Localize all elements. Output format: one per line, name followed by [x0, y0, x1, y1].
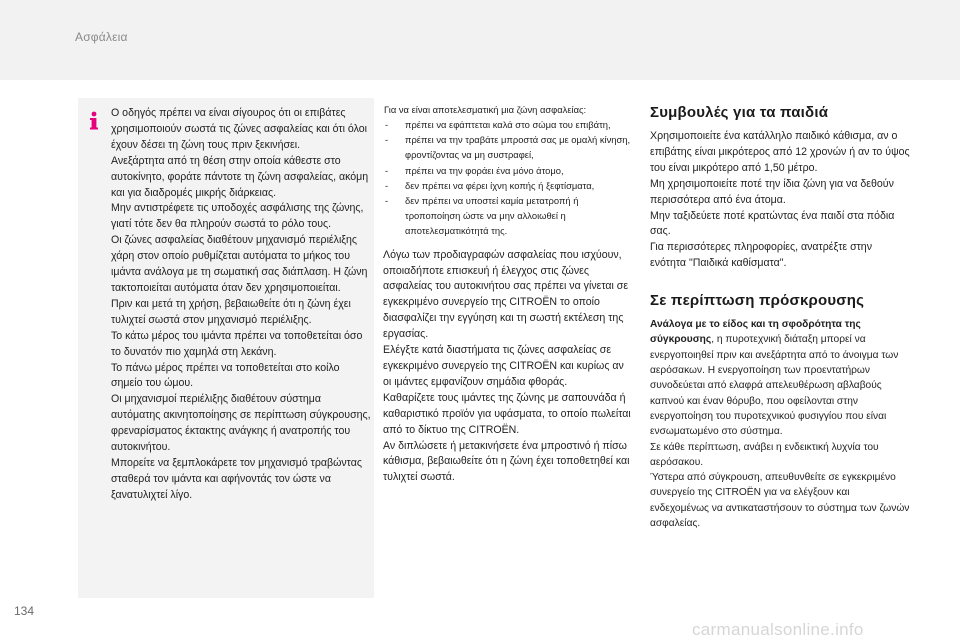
section-title-children: Συμβουλές για τα παιδιά [650, 104, 829, 121]
body-paragraph: Σε κάθε περίπτωση, ανάβει η ενδεικτική λυχνία του αερόσακου. [650, 441, 879, 468]
info-paragraph: Μπορείτε να ξεμπλοκάρετε τον μηχανισμό τραβώντας σταθερά τον ιμάντα και αφήνοντάς τον ώστε να ξανατυλιχτεί λίγο. [111, 456, 362, 501]
list-item: - πρέπει να την τραβάτε μπροστά σας με ομαλή κίνηση, φροντίζοντας να μη συστραφεί, [383, 132, 633, 162]
list-item: - πρέπει να εφάπτεται καλά στο σώμα του επιβάτη, [383, 117, 633, 132]
list-item: - δεν πρέπει να υποστεί καμία μετατροπή ή τροποποίηση ώστε να μην αλλοιωθεί η αποτελεσματικότητά της. [383, 193, 633, 239]
body-paragraph: Ελέγξτε κατά διαστήματα τις ζώνες ασφαλείας σε εγκεκριμένο συνεργείο της CITROËN και κυρίως αν οι ιμάντες εμφανίζουν σημάδια φθοράς. [383, 344, 624, 388]
body-paragraph [650, 317, 910, 439]
column-2 [383, 102, 633, 486]
info-paragraph: Οι μηχανισμοί περιέλιξης διαθέτουν σύστημα αυτόματης ακινητοποίησης σε περίπτωση σύγκρουσης, φρεναρίσματος έκτακτης ανάγκης ή ανατροπής του αυτοκινήτου. [111, 393, 371, 454]
info-paragraph: Το πάνω μέρος πρέπει να τοποθετείται στο κοίλο σημείο του ώμου. [111, 361, 340, 390]
page-number: 134 [14, 604, 35, 618]
body-paragraph: Αν διπλώσετε ή μετακινήσετε ένα μπροστινό ή πίσω κάθισμα, βεβαιωθείτε ότι η ζώνη έχει τοποθετηθεί και τυλιχτεί σωστά. [383, 439, 630, 484]
maintenance-text [383, 248, 633, 487]
body-paragraph: Μην ταξιδεύετε ποτέ κρατώντας ένα παιδί στα πόδια σας. [650, 209, 895, 238]
info-paragraph: Ανεξάρτητα από τη θέση στην οποία κάθεστε στο αυτοκίνητο, φοράτε πάντοτε τη ζώνη ασφαλείας, ακόμη και για διαδρομές μικρής διάρκειας. [111, 154, 369, 199]
body-paragraph: Χρησιμοποιείτε ένα κατάλληλο παιδικό κάθισμα, αν ο επιβάτης είναι μικρότερος από 12 χρονών ή αν το ύψος του είναι μικρότερο από 1,50 μέτρο. [650, 130, 910, 174]
info-paragraph: Μην αντιστρέφετε τις υποδοχές ασφάλισης της ζώνης, γιατί τότε δεν θα πληρούν σωστά το ρόλο τους. [111, 202, 364, 231]
info-paragraph: Πριν και μετά τη χρήση, βεβαιωθείτε ότι η ζώνη έχει τυλιχτεί σωστά στον μηχανισμό περιέλιξης. [111, 297, 351, 326]
column-3 [650, 104, 910, 531]
info-paragraph: Ο οδηγός πρέπει να είναι σίγουρος ότι οι επιβάτες χρησιμοποιούν σωστά τις ζώνες ασφαλείας και ότι όλοι έχουν δέσει τη ζώνη τους πριν ξεκινήσει. [111, 107, 367, 151]
body-paragraph: Καθαρίζετε τους ιμάντες της ζώνης με σαπουνάδα ή καθαριστικό προϊόν για υφάσματα, το οποίο πωλείται από το δίκτυο της CITROËN. [383, 391, 631, 436]
info-icon [87, 111, 101, 131]
info-paragraph: Οι ζώνες ασφαλείας διαθέτουν μηχανισμό περιέλιξης χάρη στον οποίο ρυθμίζεται αυτόματα το μήκος του ιμάντα ανάλογα με τη σωματική σας διάπλαση. Η ζώνη τακτοποιείται αυτόματα όταν δεν χρησιμοποιείται. [111, 234, 368, 294]
list-item: - δεν πρέπει να φέρει ίχνη κοπής ή ξεφτίσματα, [383, 178, 633, 193]
page-header-title: Ασφάλεια [75, 30, 128, 44]
body-paragraph: Για περισσότερες πληροφορίες, ανατρέξτε στην ενότητα "Παιδικά καθίσματα". [650, 241, 872, 270]
lead-rest-text: , η πυροτεχνική διάταξη μπορεί να ενεργοποιηθεί πριν και ανεξάρτητα από το άνοιγμα των αερόσακων. Η ενεργοποίηση των προεντατήρων συνοδεύεται από ελαφρά απελευθέρωση αβλαβούς καπνού και έναν θόρυβο, που οφείλονται στην ενεργοποίηση του πυροτεχνικού φυσιγγίου που είναι ενσωματωμένο στο σύστημα. [650, 334, 899, 438]
info-paragraph: Το κάτω μέρος του ιμάντα πρέπει να τοποθετείται όσο το δυνατόν πιο χαμηλά στη λεκάνη. [111, 329, 363, 358]
header-band [0, 0, 960, 80]
section-title-collision: Σε περίπτωση πρόσκρουσης [650, 292, 865, 310]
body-paragraph: Μη χρησιμοποιείτε ποτέ την ίδια ζώνη για να δεθούν περισσότερα από ένα άτομα. [650, 177, 894, 206]
info-box-text [111, 106, 373, 504]
watermark: carmanualsonline.info [692, 620, 864, 639]
list-item: - πρέπει να την φοράει ένα μόνο άτομο, [383, 163, 633, 178]
body-paragraph: Ύστερα από σύγκρουση, απευθυνθείτε σε εγκεκριμένο συνεργείο της CITROËN για να ελέγξουν και ενδεχομένως να αντικαταστήσουν το σύστημα των ζωνών ασφαλείας. [650, 472, 910, 530]
collision-text [650, 317, 910, 531]
children-advice-text [650, 129, 910, 272]
seatbelt-efficiency-intro: Για να είναι αποτελεσματική μια ζώνη ασφαλείας: [384, 104, 587, 115]
seatbelt-efficiency-list [383, 117, 633, 239]
body-paragraph: Λόγω των προδιαγραφών ασφαλείας που ισχύουν, οποιαδήποτε επισκευή ή έλεγχος στις ζώνες ασφαλείας του αυτοκινήτου σας πρέπει να γίνεται σε εγκεκριμένο συνεργείο της CITROËN το οποίο διασφαλίζει την εγγύηση και τη σωστή εκτέλεση της εργασίας. [383, 248, 629, 341]
bold-lead-text: Ανάλογα με το είδος και τη σφοδρότητα της σύγκρουσης [650, 319, 861, 346]
